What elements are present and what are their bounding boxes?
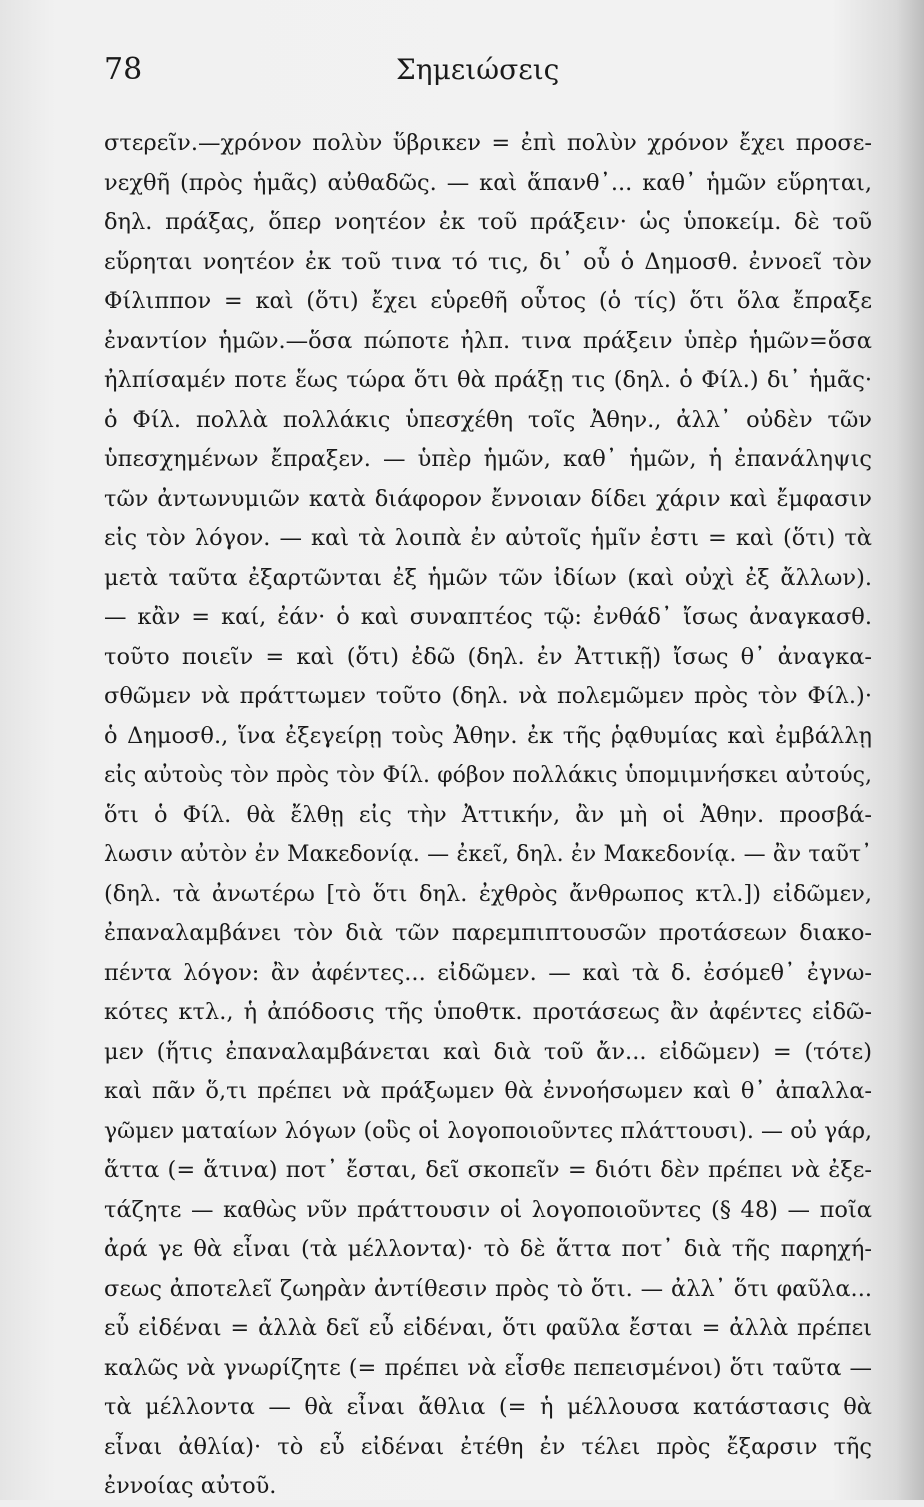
text-line: ἅττα (= ἅτινα) ποτ᾽ ἔσται, δεῖ σκοπεῖν = διότι δὲν πρέπει νὰ ἐξε- <box>104 1157 872 1183</box>
text-line: ἀρά γε θὰ εἶναι (τὰ μέλλοντα)· τὸ δὲ ἅττα ποτ᾽ διὰ τῆς παρηχή- <box>104 1236 872 1262</box>
text-line: πέντα λόγον: ἂν ἀφέντες... εἰδῶμεν. — καὶ τὰ δ. ἐσόμεθ᾽ ἐγνω- <box>104 959 872 986</box>
text-line: εἶναι ἀθλία)· τὸ εὖ εἰδέναι ἐτέθη ἐν τέλει πρὸς ἔξαρσιν τῆς <box>104 1433 872 1460</box>
text-line: λωσιν αὐτὸν ἐν Μακεδονίᾳ. — ἐκεῖ, δηλ. ἐν Μακεδονίᾳ. — ἂν ταῦτ᾽ <box>104 842 872 867</box>
text-line: εὕρηται νοητέον ἐκ τοῦ τινα τό τις, δι᾽ οὗ ὁ Δημοσθ. ἐννοεῖ τὸν <box>104 248 872 275</box>
notes-text-block <box>104 124 872 1507</box>
text-line: εἰς αὐτοὺς τὸν πρὸς τὸν Φίλ. φόβον πολλάκις ὑπομιμνήσκει αὐτούς, <box>104 763 872 788</box>
text-line: — κἂν = καί, ἐάν· ὁ καὶ συναπτέος τῷ: ἐνθάδ᾽ ἴσως ἀναγκασθ. <box>104 604 872 630</box>
text-line: Φίλιππον = καὶ (ὅτι) ἔχει εὑρεθῆ οὗτος (ὁ τίς) ὅτι ὅλα ἔπραξε <box>104 288 872 314</box>
text-line: εὖ εἰδέναι = ἀλλὰ δεῖ εὖ εἰδέναι, ὅτι φαῦλα ἔσται = ἀλλὰ πρέπει <box>104 1315 872 1341</box>
text-line: καὶ πᾶν ὅ,τι πρέπει νὰ πράξωμεν θὰ ἐννοήσωμεν καὶ θ᾽ ἀπαλλα- <box>104 1078 872 1104</box>
text-line: ἠλπίσαμέν ποτε ἕως τώρα ὅτι θὰ πράξῃ τις (δηλ. ὁ Φίλ.) δι᾽ ἡμᾶς· <box>104 367 872 393</box>
text-line: ὁ Φίλ. πολλὰ πολλάκις ὑπεσχέθη τοῖς Ἀθην., ἀλλ᾽ οὐδὲν τῶν <box>104 406 872 433</box>
text-line: μετὰ ταῦτα ἐξαρτῶνται ἐξ ἡμῶν τῶν ἰδίων (καὶ οὐχὶ ἐξ ἄλλων). <box>104 564 872 591</box>
text-line: σθῶμεν νὰ πράττωμεν τοῦτο (δηλ. νὰ πολεμῶμεν πρὸς τὸν Φίλ.)· <box>104 683 872 709</box>
text-line: (δηλ. τὰ ἀνωτέρω [τὸ ὅτι δηλ. ἐχθρὸς ἄνθρωπος κτλ.]) εἰδῶμεν, <box>104 880 872 907</box>
text-line: δηλ. πράξας, ὅπερ νοητέον ἐκ τοῦ πράξειν· ὡς ὑποκείμ. δὲ τοῦ <box>104 209 872 235</box>
text-line: ὁ Δημοσθ., ἵνα ἐξεγείρῃ τοὺς Ἀθην. ἐκ τῆς ῥᾳθυμίας καὶ ἐμβάλλῃ <box>104 722 872 749</box>
page-number: 78 <box>104 52 143 87</box>
text-line: γῶμεν ματαίων λόγων (οὓς οἱ λογοποιοῦντες πλάττουσι). — οὐ γάρ, <box>104 1118 872 1144</box>
text-line: ὅτι ὁ Φίλ. θὰ ἔλθῃ εἰς τὴν Ἀττικήν, ἂν μὴ οἱ Ἀθην. προσβά- <box>104 801 872 828</box>
text-line: τοῦτο ποιεῖν = καὶ (ὅτι) ἐδῶ (δηλ. ἐν Ἀττικῇ) ἴσως θ᾽ ἀναγκα- <box>104 643 872 670</box>
text-line: ἐπαναλαμβάνει τὸν διὰ τῶν παρεμπιπτουσῶν προτάσεων διακο- <box>104 920 872 946</box>
text-line: μεν (ἥτις ἐπαναλαμβάνεται καὶ διὰ τοῦ ἄν... εἰδῶμεν) = (τότε) <box>104 1038 872 1065</box>
text-line: ὑπεσχημένων ἔπραξεν. — ὑπὲρ ἡμῶν, καθ᾽ ἡμῶν, ἡ ἐπανάληψις <box>104 446 872 472</box>
text-line: εἰς τὸν λόγον. — καὶ τὰ λοιπὰ ἐν αὐτοῖς ἡμῖν ἐστι = καὶ (ὅτι) τὰ <box>104 525 872 551</box>
text-line: ἐναντίον ἡμῶν.—ὅσα πώποτε ἠλπ. τινα πράξειν ὑπὲρ ἡμῶν=ὅσα <box>104 327 872 354</box>
text-line: σεως ἀποτελεῖ ζωηρὰν ἀντίθεσιν πρὸς τὸ ὅτι. — ἀλλ᾽ ὅτι φαῦλα... <box>104 1275 872 1302</box>
running-title: Σημειώσεις <box>396 53 560 86</box>
text-line: νεχθῆ (πρὸς ἡμᾶς) αὐθαδῶς. — καὶ ἅπανθ᾽... καθ᾽ ἡμῶν εὕρηται, <box>104 169 872 196</box>
text-line: τῶν ἀντωνυμιῶν κατὰ διάφορον ἔννοιαν δίδει χάριν καὶ ἔμφασιν <box>104 485 872 512</box>
text-line: τὰ μέλλοντα — θὰ εἶναι ἄθλια (= ἡ μέλλουσα κατάστασις θὰ <box>104 1394 872 1420</box>
text-line: στερεῖν.—χρόνον πολὺν ὕβρικεν = ἐπὶ πολὺν χρόνον ἔχει προσε- <box>104 130 872 156</box>
text-line-last: ἐννοίας αὐτοῦ. <box>104 1473 277 1499</box>
text-line: τάζητε — καθὼς νῦν πράττουσιν οἱ λογοποιοῦντες (§ 48) — ποῖα <box>104 1196 872 1223</box>
text-line: καλῶς νὰ γνωρίζητε (= πρέπει νὰ εἶσθε πεπεισμένοι) ὅτι ταῦτα — <box>104 1354 872 1381</box>
text-line: κότες κτλ., ἡ ἀπόδοσις τῆς ὑποθτκ. προτάσεως ἂν ἀφέντες εἰδῶ- <box>104 999 872 1025</box>
